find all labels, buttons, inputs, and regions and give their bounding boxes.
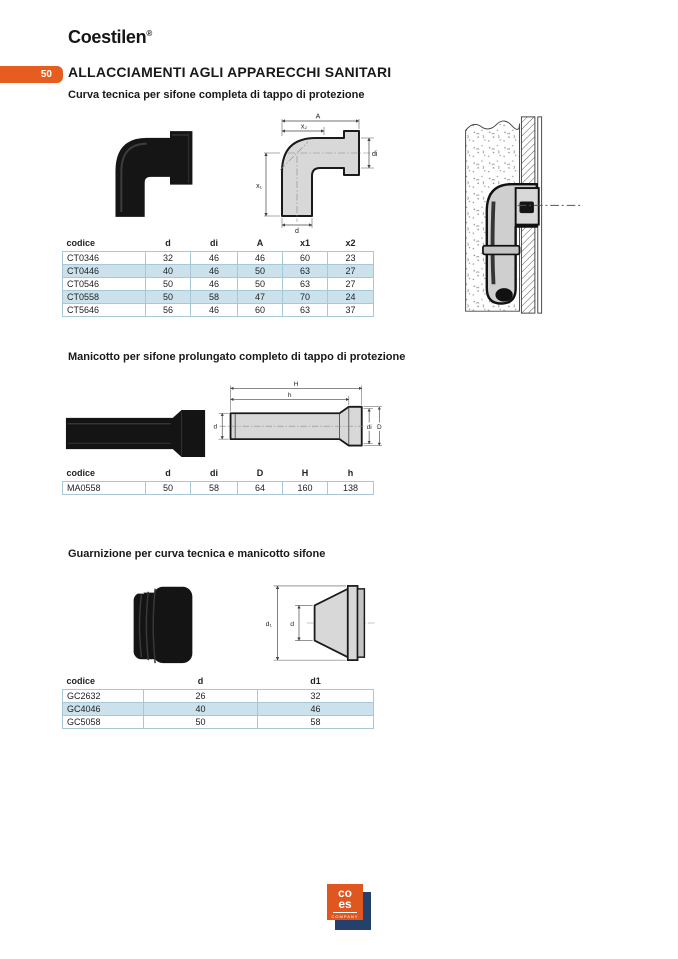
table-row bbox=[63, 291, 374, 304]
table-cell: 46 bbox=[191, 252, 238, 265]
table-cell: 27 bbox=[328, 265, 374, 278]
table-cell: 138 bbox=[328, 482, 374, 495]
curva-product-photo bbox=[96, 126, 208, 219]
table-row bbox=[63, 482, 374, 495]
table-cell: 63 bbox=[283, 304, 328, 317]
table-cell: GC5058 bbox=[63, 716, 144, 729]
table-cell: 63 bbox=[283, 265, 328, 278]
gasket-flange bbox=[348, 586, 358, 660]
protection-cap bbox=[519, 202, 533, 214]
dim-label-x2: x₂ bbox=[300, 123, 308, 131]
pipe-clamp bbox=[483, 246, 520, 255]
col-codice: codice bbox=[66, 676, 96, 686]
dim-label-A: A bbox=[315, 113, 321, 121]
table-cell: 46 bbox=[191, 278, 238, 291]
table-cell: 32 bbox=[258, 690, 374, 703]
table-cell: 23 bbox=[328, 252, 374, 265]
sleeve-outline bbox=[231, 407, 362, 446]
col-d: d bbox=[165, 238, 171, 248]
col-d: d bbox=[197, 676, 204, 686]
dim-label-di: di bbox=[372, 151, 378, 158]
table-cell: 60 bbox=[238, 304, 283, 317]
dim-label-D: D bbox=[376, 423, 382, 431]
col-x2: x2 bbox=[345, 238, 356, 248]
col-di: di bbox=[210, 238, 218, 248]
table-cell: 40 bbox=[146, 265, 191, 278]
table-cell: 60 bbox=[283, 252, 328, 265]
table-cell: 58 bbox=[258, 716, 374, 729]
col-D: D bbox=[256, 468, 264, 478]
table-cell: 58 bbox=[191, 482, 238, 495]
coes-logo-subtext: COMPANY bbox=[331, 914, 359, 919]
dim-label-d2: d bbox=[213, 423, 218, 431]
table-cell: CT0346 bbox=[63, 252, 146, 265]
table-cell: 46 bbox=[238, 252, 283, 265]
brand-logo bbox=[68, 27, 152, 48]
coes-logo-line2: es bbox=[338, 897, 352, 911]
curva-table bbox=[62, 236, 374, 317]
table-header-row bbox=[63, 466, 374, 482]
section-curva-subtitle: Curva tecnica per sifone completa di tappo di protezione bbox=[68, 89, 365, 101]
dim-label-h: h bbox=[287, 392, 292, 400]
page-number-badge: 50 bbox=[0, 66, 63, 83]
guarnizione-product-photo bbox=[116, 577, 209, 670]
table-cell: CT0446 bbox=[63, 265, 146, 278]
table-row bbox=[63, 703, 374, 716]
brand-name: Coestilen bbox=[68, 27, 147, 47]
section-guarnizione-subtitle: Guarnizione per curva tecnica e manicotto sifone bbox=[68, 548, 326, 560]
registered-mark: ® bbox=[146, 29, 152, 38]
table-cell: 24 bbox=[328, 291, 374, 304]
table-cell: 50 bbox=[146, 278, 191, 291]
dim-label-d3: d bbox=[290, 620, 295, 628]
table-cell: 50 bbox=[146, 482, 191, 495]
table-cell: GC4046 bbox=[63, 703, 144, 716]
col-h: h bbox=[347, 468, 354, 478]
table-header-row bbox=[63, 236, 374, 252]
table-row bbox=[63, 690, 374, 703]
table-cell: 27 bbox=[328, 278, 374, 291]
table-cell: CT5646 bbox=[63, 304, 146, 317]
guarnizione-technical-drawing bbox=[258, 576, 380, 671]
table-cell: 50 bbox=[238, 278, 283, 291]
table-row bbox=[63, 278, 374, 291]
table-cell: 47 bbox=[238, 291, 283, 304]
dim-label-d: d bbox=[295, 228, 299, 234]
col-codice: codice bbox=[66, 238, 96, 248]
col-d1: d1 bbox=[310, 676, 321, 686]
table-cell: 160 bbox=[283, 482, 328, 495]
table-cell: 46 bbox=[258, 703, 374, 716]
col-di: di bbox=[210, 468, 218, 478]
table-row bbox=[63, 265, 374, 278]
page-title: ALLACCIAMENTI AGLI APPARECCHI SANITARI bbox=[68, 64, 392, 80]
table-cell: 63 bbox=[283, 278, 328, 291]
table-row bbox=[63, 716, 374, 729]
table-cell: 50 bbox=[146, 291, 191, 304]
elbow-outline bbox=[282, 131, 359, 216]
manicotto-product-photo bbox=[63, 403, 210, 464]
table-cell: CT0546 bbox=[63, 278, 146, 291]
col-x1: x1 bbox=[299, 238, 310, 248]
table-cell: 58 bbox=[191, 291, 238, 304]
coes-logo-line1: co bbox=[337, 886, 352, 900]
coes-logo-square bbox=[327, 884, 363, 920]
table-cell: 32 bbox=[146, 252, 191, 265]
table-cell: 26 bbox=[144, 690, 258, 703]
gasket-cone bbox=[315, 589, 348, 657]
guarnizione-table bbox=[62, 674, 374, 729]
table-cell: GC2632 bbox=[63, 690, 144, 703]
manicotto-technical-drawing bbox=[212, 380, 384, 465]
dim-label-d1: d₁ bbox=[265, 620, 272, 628]
pipe-open-end bbox=[495, 288, 512, 301]
curva-technical-drawing bbox=[252, 110, 380, 234]
table-cell: 50 bbox=[238, 265, 283, 278]
table-cell: 50 bbox=[144, 716, 258, 729]
col-A: A bbox=[256, 238, 264, 248]
col-codice: codice bbox=[66, 468, 96, 478]
dim-label-x1: x₁ bbox=[256, 183, 262, 190]
section-manicotto-subtitle: Manicotto per sifone prolungato completo di tappo di protezione bbox=[68, 351, 406, 363]
table-cell: MA0558 bbox=[63, 482, 146, 495]
manicotto-table bbox=[62, 466, 374, 495]
table-cell: 40 bbox=[144, 703, 258, 716]
table-cell: 64 bbox=[238, 482, 283, 495]
table-cell: 70 bbox=[283, 291, 328, 304]
table-header-row bbox=[63, 674, 374, 690]
coes-logo-text bbox=[327, 884, 363, 910]
col-d: d bbox=[165, 468, 171, 478]
col-H: H bbox=[301, 468, 309, 478]
wall-installation-drawing bbox=[456, 113, 608, 317]
table-cell: CT0558 bbox=[63, 291, 146, 304]
dim-label-di2: di bbox=[366, 423, 372, 431]
table-row bbox=[63, 304, 374, 317]
coes-logo-divider bbox=[333, 912, 357, 913]
table-cell: 46 bbox=[191, 304, 238, 317]
gasket-ring bbox=[358, 589, 365, 657]
dim-label-H: H bbox=[293, 381, 299, 389]
table-cell: 56 bbox=[146, 304, 191, 317]
table-cell: 37 bbox=[328, 304, 374, 317]
table-cell: 46 bbox=[191, 265, 238, 278]
coes-logo bbox=[327, 884, 371, 930]
table-row bbox=[63, 252, 374, 265]
